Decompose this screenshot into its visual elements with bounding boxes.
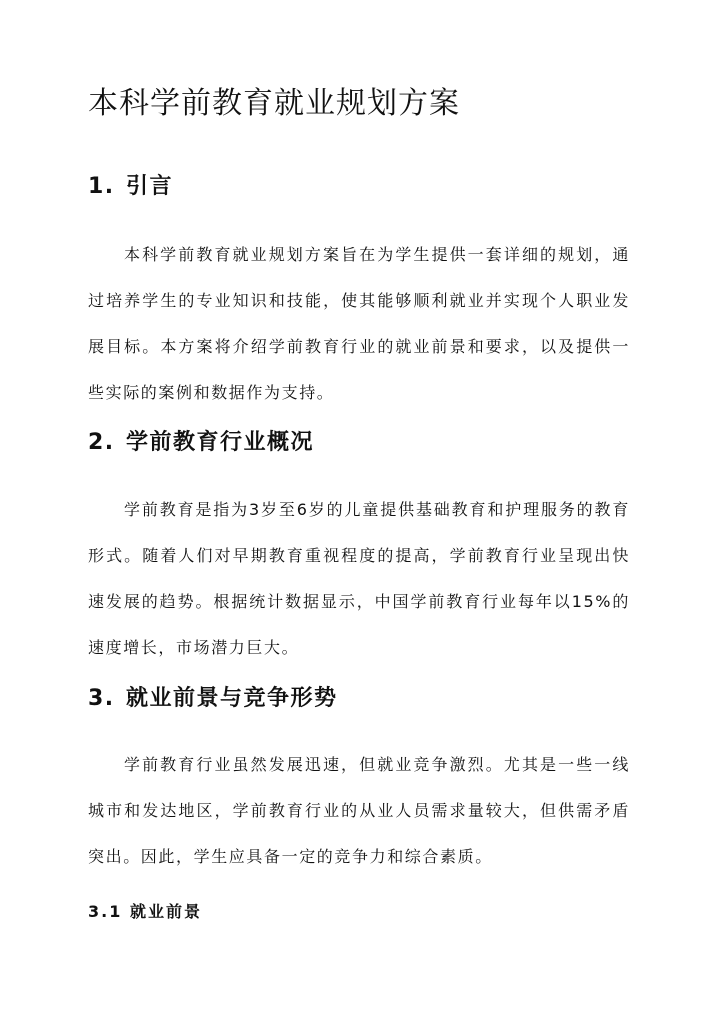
section-paragraph-employment-outlook: 学前教育行业虽然发展迅速，但就业竞争激烈。尤其是一些一线城市和发达地区，学前教育行业的从业人员需求量较大，但供需矛盾突出。因此，学生应具备一定的竞争力和综合素质。 <box>88 755 630 866</box>
section-paragraph-introduction: 本科学前教育就业规划方案旨在为学生提供一套详细的规划，通过培养学生的专业知识和技能，使其能够顺利就业并实现个人职业发展目标。本方案将介绍学前教育行业的就业前景和要求，以及提供一些实际的案例和数据作为支持。 <box>88 245 630 402</box>
section-number: 1. <box>88 174 115 199</box>
section-number: 3. <box>88 686 115 711</box>
subsection-heading-text: 就业前景 <box>130 902 203 921</box>
section-heading-employment-outlook <box>88 684 338 714</box>
document-title: 本科学前教育就业规划方案 <box>88 86 460 121</box>
section-paragraph-industry-overview: 学前教育是指为3岁至6岁的儿童提供基础教育和护理服务的教育形式。随着人们对早期教育重视程度的提高，学前教育行业呈现出快速发展的趋势。根据统计数据显示，中国学前教育行业每年以15%的速度增长，市场潜力巨大。 <box>88 500 630 657</box>
subsection-number: 3.1 <box>88 902 123 921</box>
subsection-heading-employment-prospects <box>88 900 202 924</box>
section-heading-text: 学前教育行业概况 <box>126 430 315 455</box>
section-heading-text: 引言 <box>126 174 174 199</box>
section-heading-introduction <box>88 172 173 202</box>
section-number: 2. <box>88 430 115 455</box>
section-heading-text: 就业前景与竞争形势 <box>126 686 338 711</box>
section-heading-industry-overview <box>88 428 314 458</box>
